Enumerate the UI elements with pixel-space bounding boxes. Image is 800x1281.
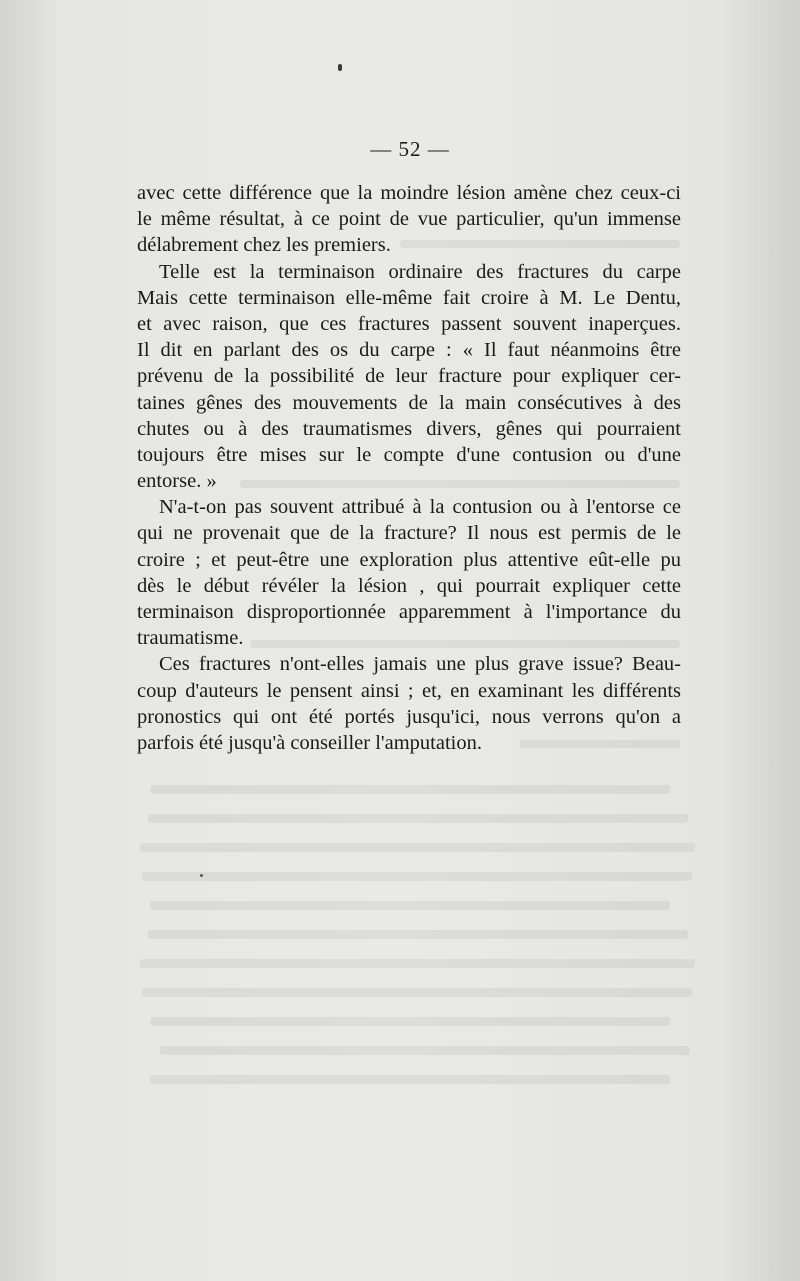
text-line: qui ne provenait que de la fracture? Il nous est permis de le xyxy=(137,522,681,545)
text-line: N'a-t-on pas souvent attribué à la contusion ou à l'entorse ce xyxy=(159,496,681,519)
text-line: terminaison disproportionnée apparemment à l'importance du xyxy=(137,601,681,623)
text-line: parfois été jusqu'à conseiller l'amputation. xyxy=(137,731,482,754)
text-line: Il dit en parlant des os du carpe : « Il faut néanmoins être xyxy=(137,339,681,362)
text-line: le même résultat, à ce point de vue particulier, qu'un immense xyxy=(137,208,681,231)
text-line: Ces fractures n'ont-elles jamais une plus grave issue? Beau- xyxy=(159,653,681,676)
text-line: pronostics qui ont été portés jusqu'ici, nous verrons qu'on a xyxy=(137,705,681,728)
text-line: délabrement chez les premiers. xyxy=(137,234,391,257)
text-line: entorse. » xyxy=(137,470,217,493)
text-line: Telle est la terminaison ordinaire des fractures du carpe xyxy=(159,260,681,283)
text-line: toujours être mises sur le compte d'une contusion ou d'une xyxy=(137,443,681,466)
body-text xyxy=(137,180,681,756)
page-number: — 52 — xyxy=(370,137,450,161)
text-line: taines gênes des mouvements de la main consécutives à des xyxy=(137,391,681,414)
text-line: et avec raison, que ces fractures passent souvent inaperçues. xyxy=(137,312,681,335)
ink-speck xyxy=(200,874,203,877)
text-line: prévenu de la possibilité de leur fracture pour expliquer cer- xyxy=(137,365,681,388)
text-line: traumatisme. xyxy=(137,627,244,650)
text-line: coup d'auteurs le pensent ainsi ; et, en examinant les différents xyxy=(137,679,681,702)
text-line: Mais cette terminaison elle-même fait croire à M. Le Dentu, xyxy=(137,286,681,309)
text-line: dès le début révéler la lésion , qui pourrait expliquer cette xyxy=(137,574,681,597)
text-line: avec cette différence que la moindre lésion amène chez ceux-ci xyxy=(137,182,681,204)
ink-speck xyxy=(338,64,342,71)
text-line: chutes ou à des traumatismes divers, gênes qui pourraient xyxy=(137,417,681,440)
text-line: croire ; et peut-être une exploration plus attentive eût-elle pu xyxy=(137,548,681,571)
